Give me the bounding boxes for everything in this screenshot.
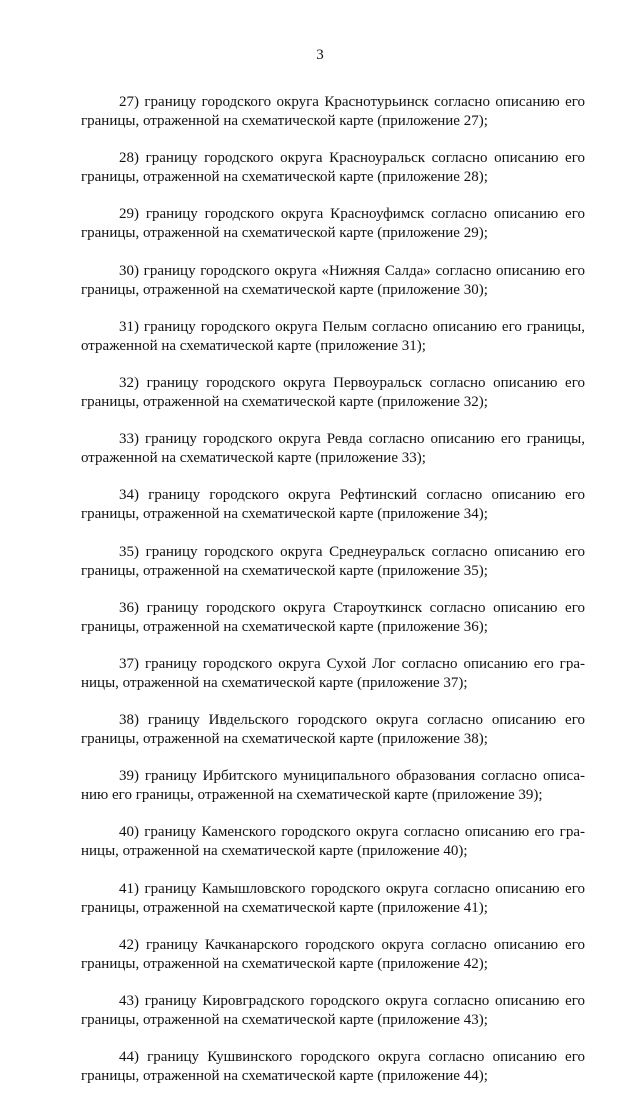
- list-item: 34) границу городского округа Рефтинский согласно описанию его границы, отраженной на схематической карте (приложение 34);: [81, 487, 585, 523]
- list-item: 41) границу Камышловского городского округа согласно описанию его границы, отраженной на схематической карте (приложение 41);: [81, 880, 585, 916]
- list-item: 42) границу Качканарского городского округа согласно описанию его границы, отраженной на схематической карте (приложение 42);: [81, 936, 585, 972]
- list-item: 28) границу городского округа Красноуральск согласно описанию его границы, отраженной на схематической карте (приложение 28);: [81, 150, 585, 186]
- list-item: 38) границу Ивдельского городского округа согласно описанию его границы, отраженной на схематической карте (приложение 38);: [81, 712, 585, 748]
- list-item: 43) границу Кировградского городского округа согласно описанию его границы, отраженной на схематической карте (приложение 43);: [81, 993, 585, 1028]
- list-item: 31) границу городского округа Пелым согласно описанию его границы, отраженной на схематической карте (приложение 31);: [81, 318, 585, 354]
- list-item: 30) границу городского округа «Нижняя Салда» согласно описанию его границы, отраженной на схематической карте (приложение 30);: [81, 262, 585, 298]
- list-item: 32) границу городского округа Первоуральск согласно описанию его границы, отраженной на схематической карте (приложение 32);: [81, 374, 585, 410]
- list-item: 27) границу городского округа Краснотурьинск согласно описанию его границы, отраженной на схематической карте (приложение 27);: [81, 94, 585, 129]
- list-item: 44) границу Кушвинского городского округа согласно описанию его границы, отраженной на схематической карте (приложение 44);: [81, 1049, 585, 1085]
- list-item: 29) границу городского округа Красноуфимск согласно описанию его границы, отраженной на схематической карте (приложение 29);: [81, 206, 585, 242]
- list-item: 36) границу городского округа Староуткинск согласно описанию его границы, отраженной на схематической карте (приложение 36);: [81, 599, 585, 635]
- list-item: 35) границу городского округа Среднеуральск согласно описанию его границы, отраженной на схематической карте (приложение 35);: [81, 543, 585, 579]
- list-item: 37) границу городского округа Сухой Лог согласно описанию его границы, отраженной на схематической карте (приложение 37);: [81, 655, 585, 691]
- numbered-list: [81, 78, 585, 1104]
- page-number: 3: [316, 47, 324, 63]
- list-item: 39) границу Ирбитского муниципального образования согласно описанию его границы, отраженной на схематической карте (приложение 39);: [81, 768, 585, 804]
- list-item: 33) границу городского округа Ревда согласно описанию его границы, отраженной на схематической карте (приложение 33);: [81, 431, 585, 467]
- list-item: 40) границу Каменского городского округа согласно описанию его границы, отраженной на схематической карте (приложение 40);: [81, 824, 585, 860]
